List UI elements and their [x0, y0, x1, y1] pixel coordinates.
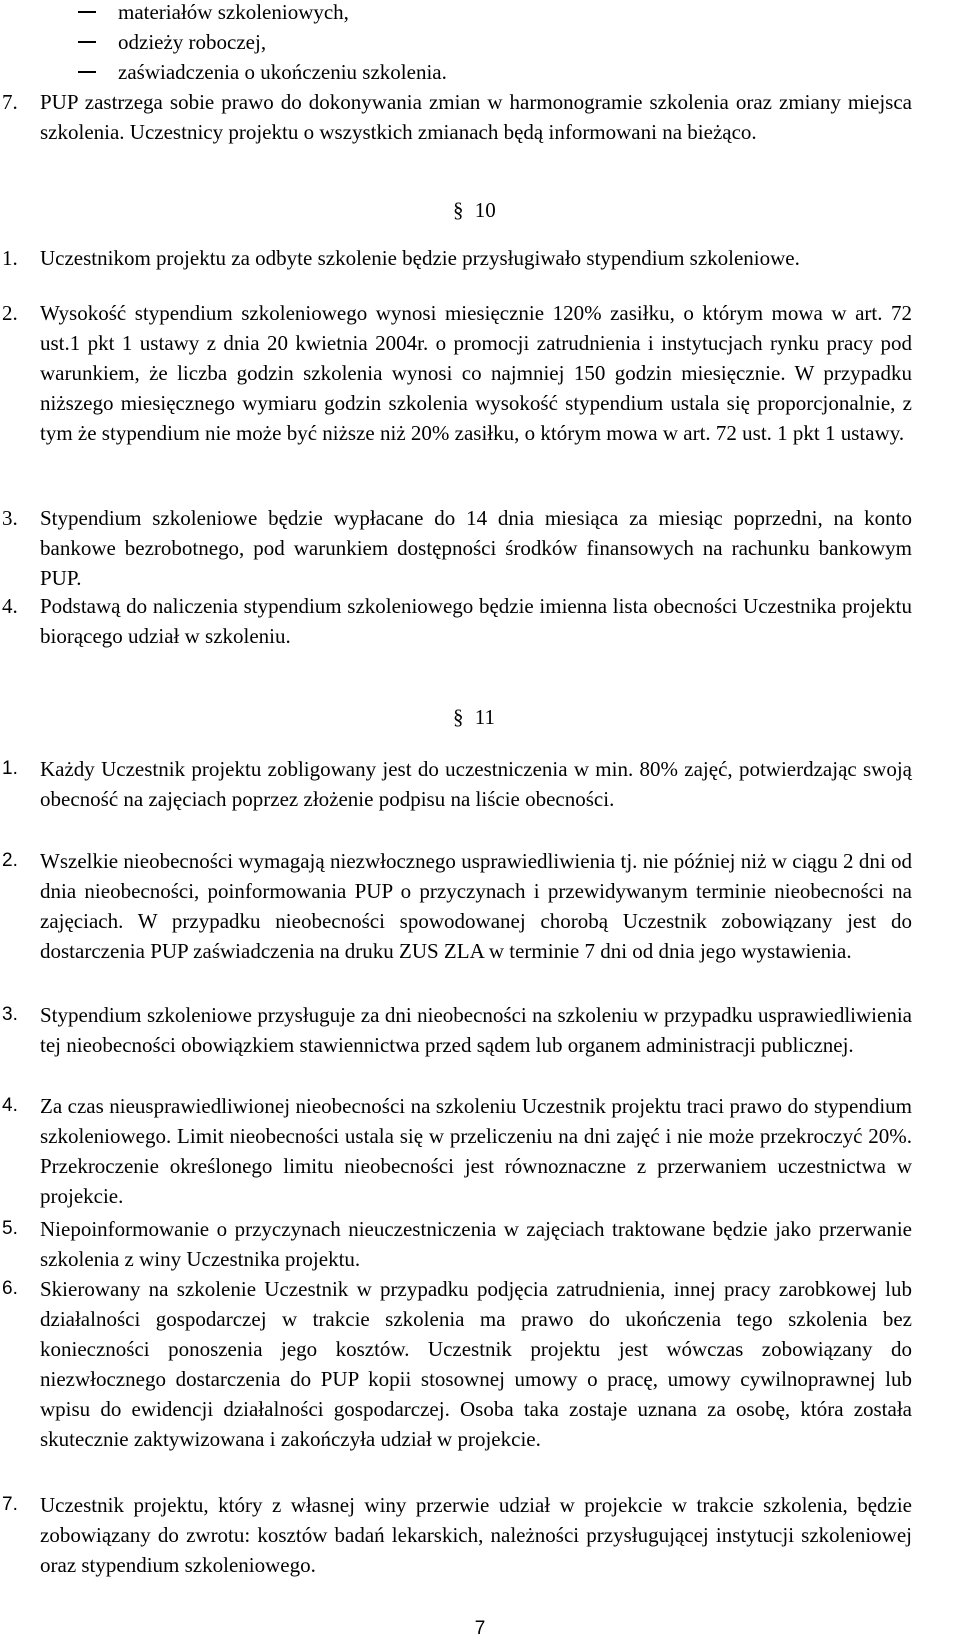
paragraph-text: Podstawą do naliczenia stypendium szkoleniowego będzie imienna lista obecności Uczestnika projektu biorącego udział w szkoleniu.	[40, 594, 912, 648]
paragraph-number: 3.	[2, 506, 18, 530]
paragraph-text: Skierowany na szkolenie Uczestnik w przypadku podjęcia zatrudnienia, innej pracy zarobkowej lub działalności gospodarczej w trakcie szkolenia ma prawo do ukończenia tego szkolenia bez konieczności ponoszenia jego kosztów. Uczestnik projektu jest wówczas zobowiązany do niezwłocznego dostarczenia do PUP kopii stosownej umowy o pracę, umowy cywilnoprawnej lub wpisu do ewidencji działalności gospodarczej. Osoba taka zostaje uznana za osobę, która została skutecznie zaktywizowana i zakończyła udział w projekcie.	[40, 1277, 912, 1451]
numbered-paragraph	[0, 591, 912, 651]
dash-list-item-text: materiałów szkoleniowych,	[118, 0, 349, 24]
section-number: 10	[474, 198, 496, 222]
paragraph-number: 2.	[2, 850, 18, 871]
paragraph-number: 7.	[2, 90, 18, 114]
numbered-paragraph	[0, 846, 912, 966]
paragraph-text: PUP zastrzega sobie prawo do dokonywania zmian w harmonogramie szkolenia oraz zmiany miejsca szkolenia. Uczestnicy projektu o wszystkich zmianach będą informowani na bieżąco.	[40, 90, 912, 144]
paragraph-number: 6.	[2, 1278, 18, 1299]
paragraph-text: Stypendium szkoleniowe będzie wypłacane do 14 dnia miesiąca za miesiąc poprzedni, na konto bankowe bezrobotnego, pod warunkiem dostępności środków finansowych na rachunku bankowym PUP.	[40, 506, 912, 590]
dash-bullet-icon	[78, 41, 96, 43]
section-sign: §	[453, 705, 464, 729]
dash-list-item-text: odzieży roboczej,	[118, 30, 267, 54]
numbered-paragraph	[0, 1274, 912, 1454]
dash-bullet-icon	[78, 71, 96, 73]
section-heading	[453, 702, 573, 732]
numbered-paragraph	[0, 1000, 912, 1060]
numbered-paragraph	[0, 1214, 912, 1274]
dash-list-item	[0, 27, 898, 57]
paragraph-text: Niepoinformowanie o przyczynach nieuczestniczenia w zajęciach traktowane będzie jako przerwanie szkolenia z winy Uczestnika projektu.	[40, 1217, 912, 1271]
paragraph-text: Wysokość stypendium szkoleniowego wynosi miesięcznie 120% zasiłku, o którym mowa w art. 72 ust.1 pkt 1 ustawy z dnia 20 kwietnia 2004r. o promocji zatrudnienia i instytucjach rynku pracy pod warunkiem, że liczba godzin szkolenia wynosi co najmniej 150 godzin miesięcznie. W przypadku niższego miesięcznego wymiaru godzin szkolenia wysokość stypendium ustala się proporcjonalnie, z tym że stypendium nie może być niższe niż 20% zasiłku, o którym mowa w art. 72 ust. 1 pkt 1 ustawy.	[40, 301, 912, 445]
numbered-paragraph	[0, 1490, 912, 1580]
dash-list-item	[0, 0, 898, 27]
section-number: 11	[474, 705, 495, 729]
paragraph-text: Uczestnik projektu, który z własnej winy przerwie udział w projekcie w trakcie szkolenia, będzie zobowiązany do zwrotu: kosztów badań lekarskich, należności przysługującej instytucji szkoleniowej oraz stypendium szkoleniowego.	[40, 1493, 912, 1577]
dash-bullet-icon	[78, 11, 96, 13]
paragraph-number: 1.	[2, 758, 18, 779]
paragraph-number: 5.	[2, 1218, 18, 1239]
numbered-paragraph	[0, 87, 912, 147]
section-sign: §	[453, 198, 464, 222]
paragraph-number: 4.	[2, 594, 18, 618]
paragraph-number: 1.	[2, 246, 18, 270]
paragraph-number: 4.	[2, 1095, 18, 1116]
page-number: 7	[474, 1618, 486, 1639]
dash-list-item-text: zaświadczenia o ukończeniu szkolenia.	[118, 60, 447, 84]
numbered-paragraph	[0, 1091, 912, 1211]
numbered-paragraph	[0, 243, 912, 273]
paragraph-text: Uczestnikom projektu za odbyte szkolenie będzie przysługiwało stypendium szkoleniowe.	[40, 246, 800, 270]
paragraph-text: Wszelkie nieobecności wymagają niezwłocznego usprawiedliwienia tj. nie później niż w ciągu 2 dni od dnia nieobecności, poinformowania PUP o przyczynach i przewidywanym terminie nieobecności na zajęciach. W przypadku nieobecności spowodowanej chorobą Uczestnik zobowiązany jest do dostarczenia PUP zaświadczenia na druku ZUS ZLA w terminie 7 dni od dnia jego wystawienia.	[40, 849, 912, 963]
dash-list	[0, 0, 898, 87]
dash-list-item	[0, 57, 898, 87]
numbered-paragraph	[0, 754, 912, 814]
paragraph-text: Za czas nieusprawiedliwionej nieobecności na szkoleniu Uczestnik projektu traci prawo do stypendium szkoleniowego. Limit nieobecności ustala się w przeliczeniu na dni zajęć i nie może przekroczyć 20%. Przekroczenie określonego limitu nieobecności jest równoznaczne z przerwaniem uczestnictwa w projekcie.	[40, 1094, 912, 1208]
paragraph-number: 2.	[2, 301, 18, 325]
section-heading	[453, 195, 573, 225]
paragraph-number: 3.	[2, 1004, 18, 1025]
numbered-paragraph	[0, 503, 912, 593]
paragraph-text: Stypendium szkoleniowe przysługuje za dni nieobecności na szkoleniu w przypadku usprawiedliwienia tej nieobecności obowiązkiem stawiennictwa przed sądem lub organem administracji publicznej.	[40, 1003, 912, 1057]
paragraph-number: 7.	[2, 1494, 18, 1515]
numbered-paragraph	[0, 298, 912, 448]
paragraph-text: Każdy Uczestnik projektu zobligowany jest do uczestniczenia w min. 80% zajęć, potwierdzając swoją obecność na zajęciach poprzez złożenie podpisu na liście obecności.	[40, 757, 912, 811]
